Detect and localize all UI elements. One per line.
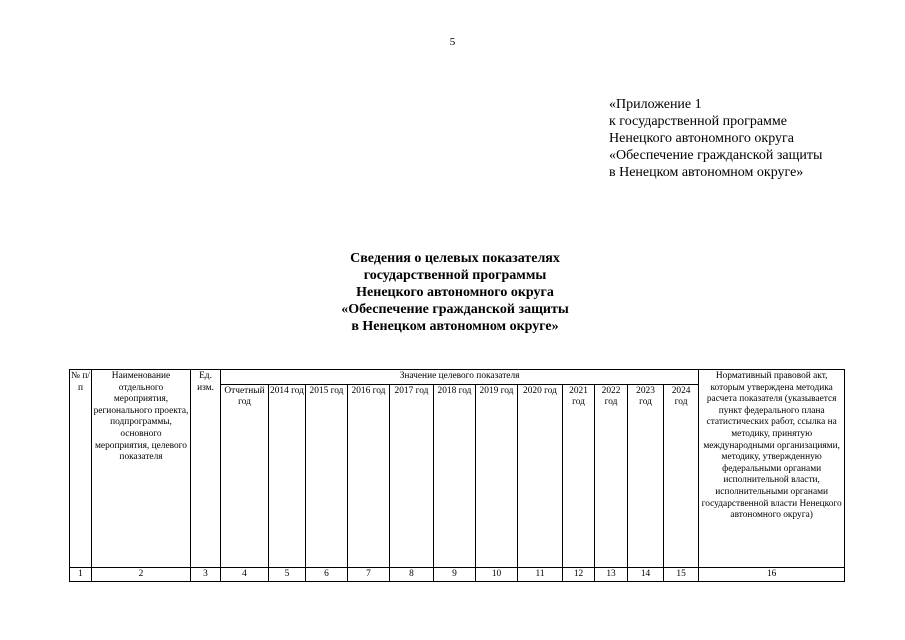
document-title bbox=[300, 250, 610, 335]
header-year: 2024 год bbox=[664, 384, 699, 567]
title-line: Сведения о целевых показателях bbox=[350, 251, 560, 266]
column-number: 9 bbox=[434, 567, 476, 581]
target-indicators-table bbox=[69, 369, 845, 582]
column-number: 5 bbox=[269, 567, 306, 581]
title-line: в Ненецком автономном округе» bbox=[351, 319, 559, 334]
header-unit: Ед. изм. bbox=[191, 370, 221, 568]
header-basis: Нормативный правовой акт, которым утверждена методика расчета показателя (указывается пункт федерального плана статистических работ, ссылка на методику, принятую международными организациями, методику, утвержденную федеральными органами исполнительной власти, исполнительными органами государственной власти Ненецкого автономного округа) bbox=[699, 370, 845, 568]
column-number: 10 bbox=[476, 567, 518, 581]
header-year: 2016 год bbox=[348, 384, 390, 567]
column-number: 6 bbox=[306, 567, 348, 581]
appendix-line: к государственной программе bbox=[609, 114, 787, 129]
header-year: 2020 год bbox=[518, 384, 563, 567]
appendix-line: «Обеспечение гражданской защиты bbox=[609, 148, 823, 163]
header-year: 2019 год bbox=[476, 384, 518, 567]
appendix-note bbox=[609, 96, 822, 181]
column-number-row bbox=[70, 567, 845, 581]
title-line: «Обеспечение гражданской защиты bbox=[341, 302, 569, 317]
column-number: 1 bbox=[70, 567, 92, 581]
header-year: Отчетный год bbox=[221, 384, 269, 567]
column-number: 3 bbox=[191, 567, 221, 581]
header-num: № п/п bbox=[70, 370, 92, 568]
header-year: 2022 год bbox=[595, 384, 628, 567]
column-number: 14 bbox=[628, 567, 664, 581]
page-number: 5 bbox=[449, 36, 456, 48]
appendix-line: Ненецкого автономного округа bbox=[609, 131, 794, 146]
header-value-group: Значение целевого показателя bbox=[221, 370, 699, 385]
column-number: 7 bbox=[348, 567, 390, 581]
column-number: 8 bbox=[390, 567, 434, 581]
header-year: 2015 год bbox=[306, 384, 348, 567]
appendix-line: «Приложение 1 bbox=[609, 97, 702, 112]
header-year: 2014 год bbox=[269, 384, 306, 567]
appendix-line: в Ненецком автономном округе» bbox=[609, 165, 804, 180]
column-number: 12 bbox=[563, 567, 595, 581]
column-number: 16 bbox=[699, 567, 845, 581]
column-number: 11 bbox=[518, 567, 563, 581]
header-year: 2017 год bbox=[390, 384, 434, 567]
column-number: 13 bbox=[595, 567, 628, 581]
column-number: 15 bbox=[664, 567, 699, 581]
column-number: 4 bbox=[221, 567, 269, 581]
title-line: государственной программы bbox=[363, 268, 547, 283]
header-year: 2021 год bbox=[563, 384, 595, 567]
title-line: Ненецкого автономного округа bbox=[356, 285, 554, 300]
header-year: 2018 год bbox=[434, 384, 476, 567]
header-name: Наименование отдельного мероприятия, регионального проекта, подпрограммы, основного мероприятия, целевого показателя bbox=[92, 370, 191, 568]
header-year: 2023 год bbox=[628, 384, 664, 567]
column-number: 2 bbox=[92, 567, 191, 581]
